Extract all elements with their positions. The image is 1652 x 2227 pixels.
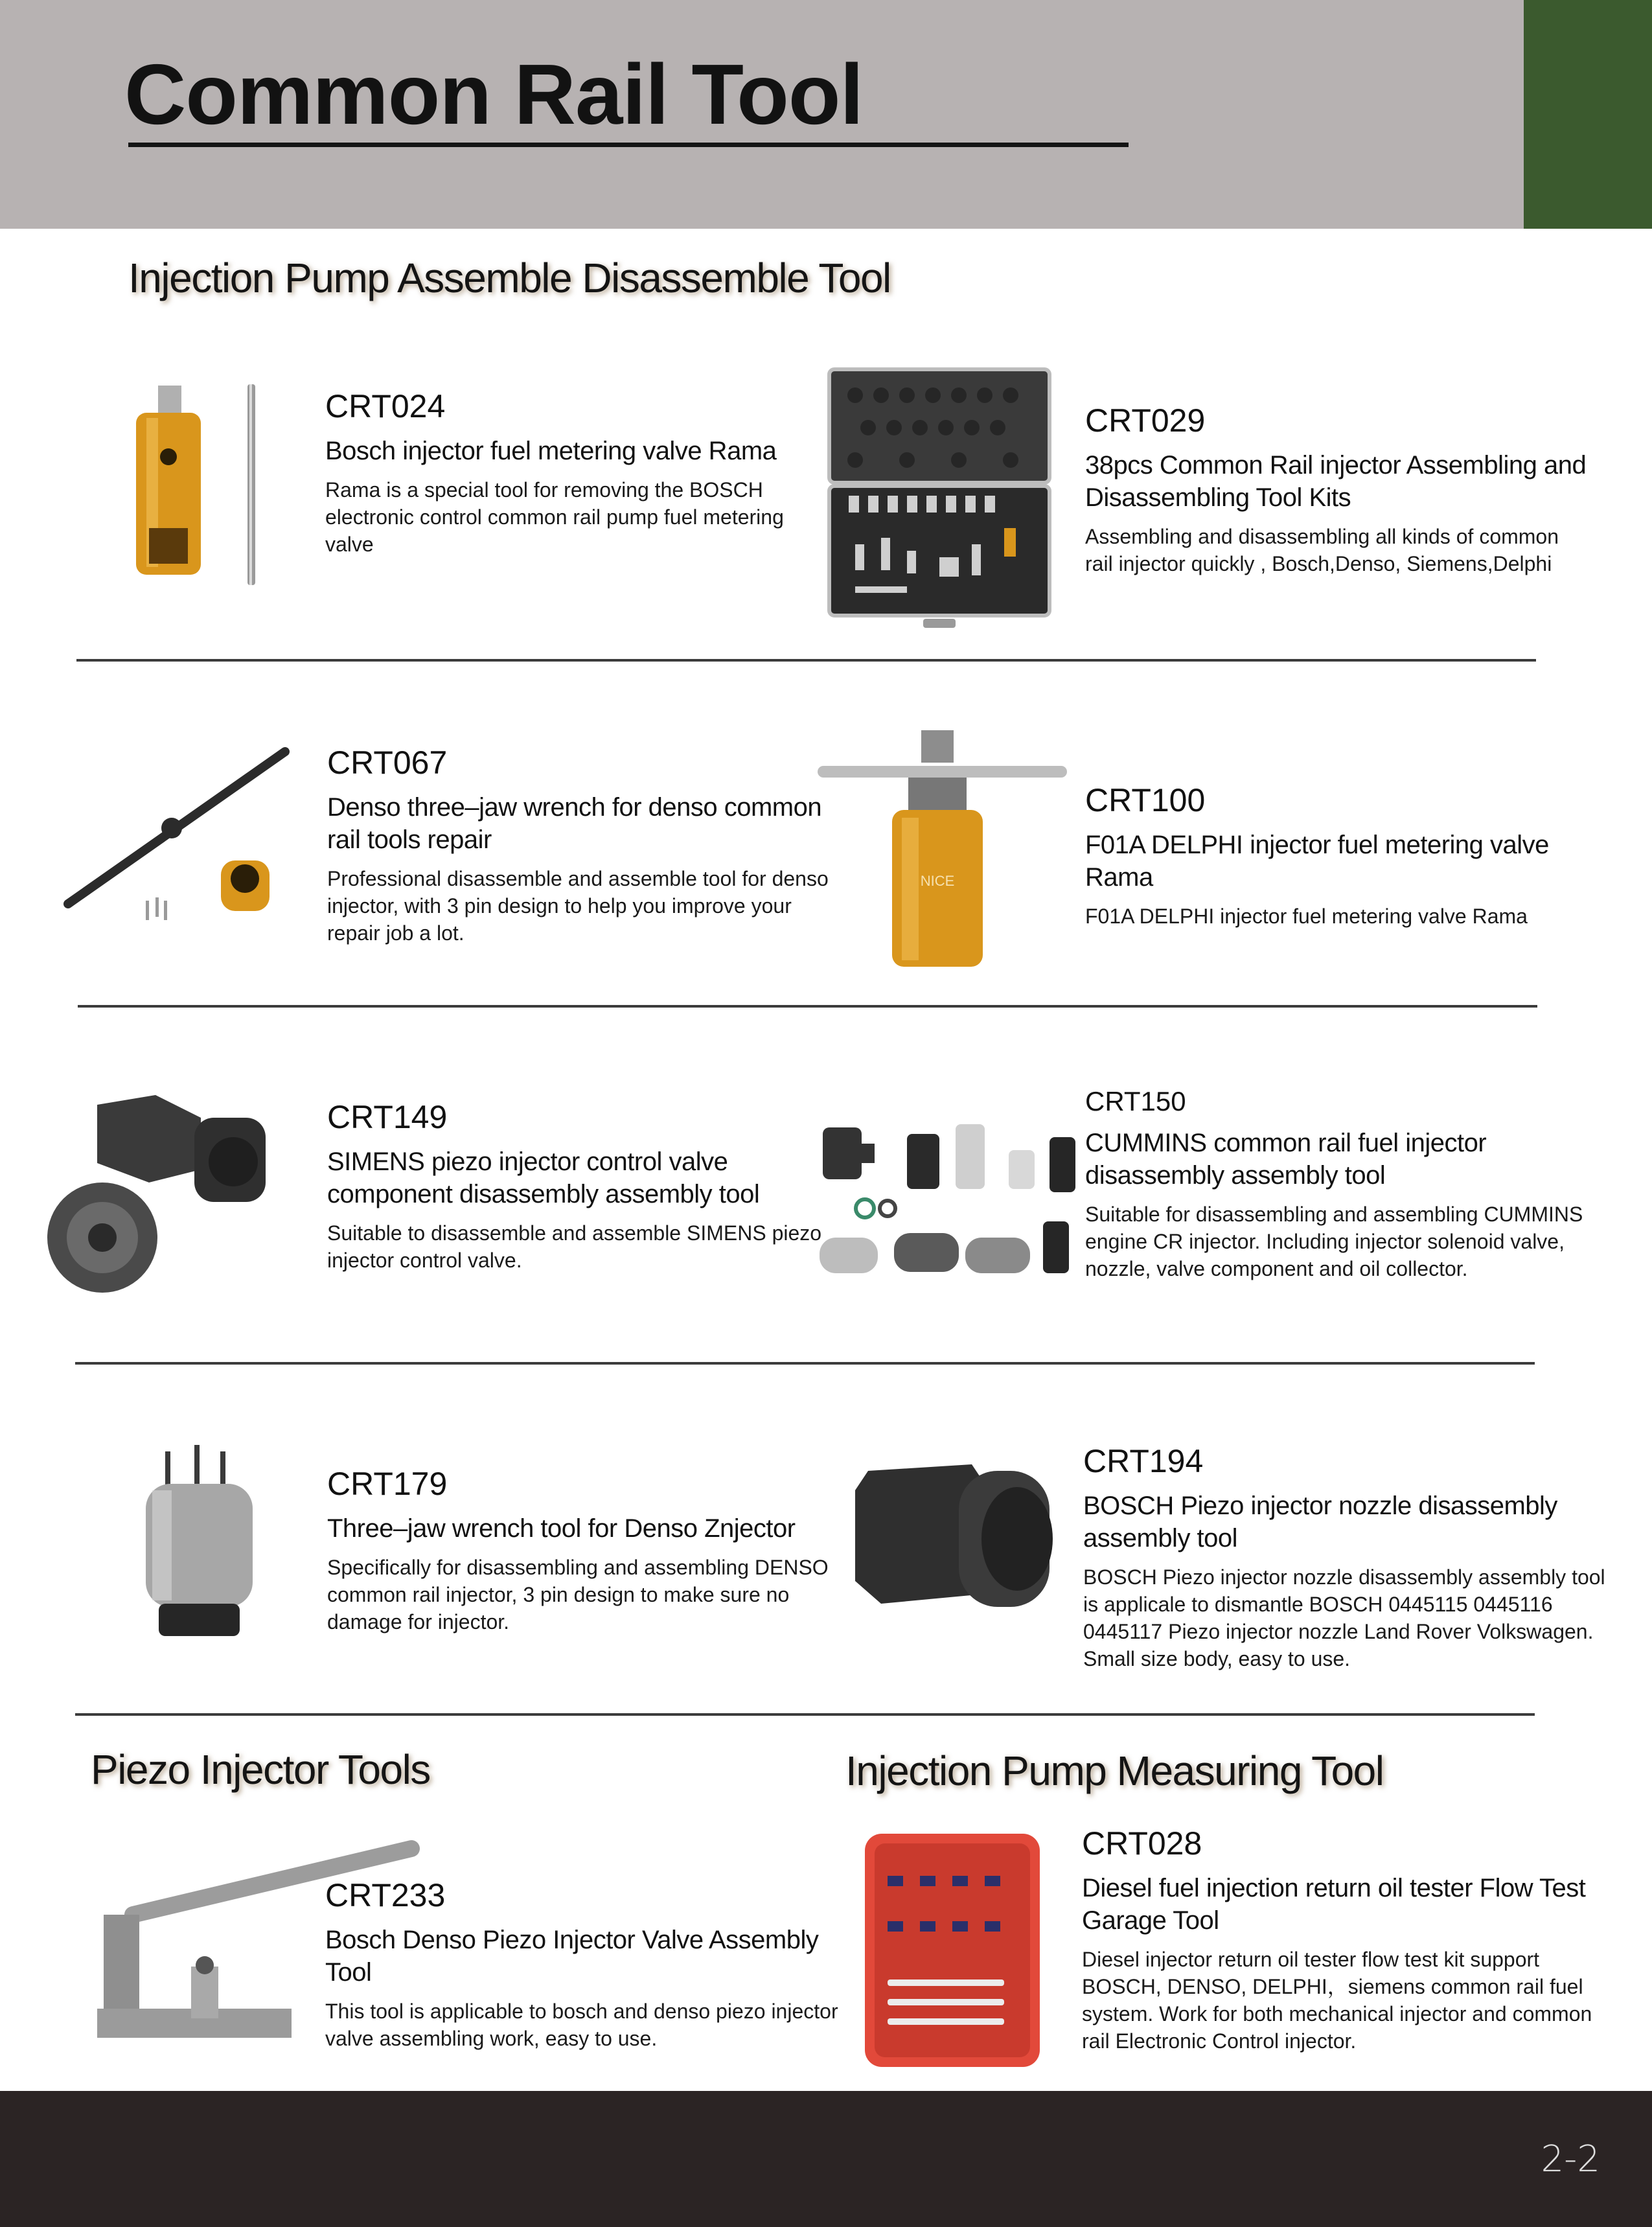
product-description: F01A DELPHI injector fuel metering valve Rama [1085, 905, 1528, 928]
title-underline [128, 143, 1129, 147]
product-crt067 [327, 745, 845, 947]
crt029-image [823, 363, 1056, 635]
product-name: Diesel fuel injection return oil tester Flow Test Garage Tool [1082, 1874, 1586, 1935]
product-description: This tool is applicable to bosch and denso piezo injector valve assembling work, easy to use. [325, 2000, 838, 2050]
product-crt024 [325, 389, 792, 558]
section-title-measuring: Injection Pump Measuring Tool [845, 1748, 1384, 1794]
page-number: 2-2 [1541, 2138, 1600, 2180]
crt067-image [62, 745, 295, 933]
product-name: Denso three–jaw wrench for denso common rail tools repair [327, 793, 822, 854]
crt100-image [818, 727, 1067, 973]
product-code: CRT150 [1085, 1086, 1186, 1116]
product-description: Professional disassemble and assemble tool for denso injector, with 3 pin design to help you improve your repair job a lot. [327, 867, 829, 945]
section-title-assemble: Injection Pump Assemble Disassemble Tool [128, 255, 891, 301]
svg-text:NICE: NICE [920, 873, 955, 889]
crt024-image [117, 379, 279, 586]
product-crt149 [327, 1100, 832, 1274]
product-description: Suitable for disassembling and assembling CUMMINS engine CR injector. Including injector solenoid valve, nozzle, valve component and oil collector. [1085, 1203, 1583, 1281]
product-description: Suitable to disassemble and assemble SIMENS piezo injector control valve. [327, 1221, 822, 1272]
product-crt233 [325, 1878, 843, 2052]
product-name: Bosch Denso Piezo Injector Valve Assembly Tool [325, 1926, 819, 1987]
product-code: CRT149 [327, 1099, 448, 1135]
product-name: F01A DELPHI injector fuel metering valve Rama [1085, 831, 1549, 892]
row-divider [78, 1005, 1537, 1008]
product-name: Three–jaw wrench tool for Denso Znjector [327, 1514, 796, 1543]
product-description: Assembling and disassembling all kinds of common rail injector quickly , Bosch,Denso, Siemens,Delphi [1085, 525, 1559, 575]
product-code: CRT194 [1083, 1443, 1204, 1479]
product-name: 38pcs Common Rail injector Assembling and Disassembling Tool Kits [1085, 451, 1587, 512]
header-accent-block [1524, 0, 1652, 229]
product-crt029 [1085, 403, 1587, 577]
product-code: CRT179 [327, 1466, 448, 1502]
product-name: Bosch injector fuel metering valve Rama [325, 437, 777, 465]
product-code: CRT024 [325, 388, 446, 424]
product-crt194 [1083, 1444, 1621, 1672]
section-title-piezo: Piezo Injector Tools [91, 1746, 430, 1793]
product-code: CRT100 [1085, 782, 1206, 818]
product-crt028 [1082, 1826, 1613, 2055]
product-crt150 [1085, 1087, 1597, 1282]
product-crt100 [1085, 783, 1577, 930]
product-description: Specifically for disassembling and assembling DENSO common rail injector, 3 pin design to make sure no damage for injector. [327, 1556, 829, 1633]
crt194-image [842, 1458, 1062, 1617]
product-description: BOSCH Piezo injector nozzle disassembly assembly tool is applicale to dismantle BOSCH 0445115 0445116 0445117 Piezo injector nozzle Land Rover Volkswagen. Small size body, easy to use. [1083, 1565, 1605, 1670]
product-crt179 [327, 1466, 845, 1635]
product-description: Rama is a special tool for removing the BOSCH electronic control common rail pump fuel metering valve [325, 478, 784, 556]
product-code: CRT028 [1082, 1825, 1202, 1862]
product-description: Diesel injector return oil tester flow test kit support BOSCH, DENSO, DELPHI，siemens common rail fuel system. Work for both mechanical injector and common rail Electronic Control injector. [1082, 1948, 1592, 2053]
crt028-image [862, 1830, 1043, 2070]
crt149-image [39, 1092, 311, 1293]
product-name: SIMENS piezo injector control valve component disassembly assembly tool [327, 1148, 760, 1208]
row-divider [76, 659, 1536, 662]
product-code: CRT233 [325, 1877, 446, 1913]
product-code: CRT029 [1085, 402, 1206, 439]
page-title: Common Rail Tool [124, 47, 864, 142]
product-name: CUMMINS common rail fuel injector disassembly assembly tool [1085, 1129, 1487, 1190]
product-code: CRT067 [327, 744, 448, 781]
row-divider [75, 1713, 1535, 1716]
row-divider [75, 1362, 1535, 1365]
product-name: BOSCH Piezo injector nozzle disassembly assembly tool [1083, 1492, 1557, 1552]
crt150-image [820, 1118, 1079, 1283]
crt179-image [133, 1445, 262, 1639]
footer-bar [0, 2091, 1652, 2227]
